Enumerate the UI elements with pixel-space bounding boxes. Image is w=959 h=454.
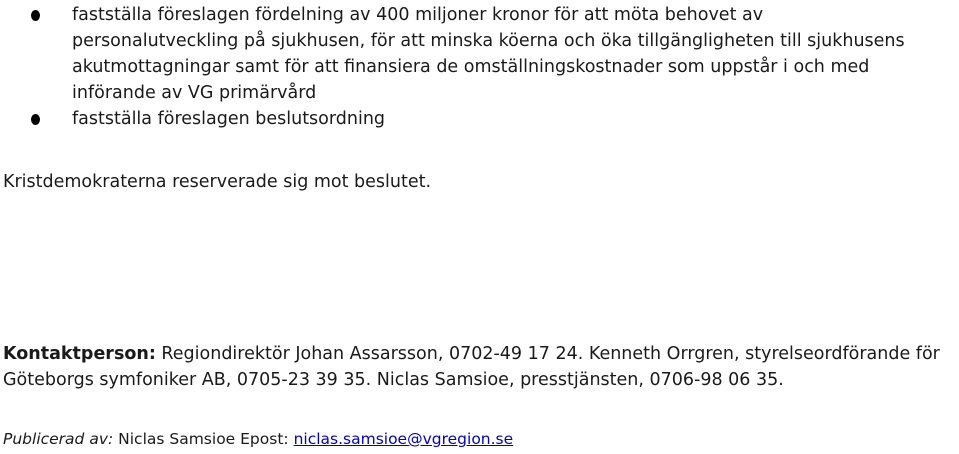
bullet-icon xyxy=(31,10,40,21)
bullet-text: fastställa föreslagen beslutsordning xyxy=(72,109,386,129)
bullet-list xyxy=(0,2,959,132)
bullet-item xyxy=(0,2,922,106)
published-text: Niclas Samsioe Epost: xyxy=(113,430,294,448)
bullet-icon xyxy=(31,114,40,125)
contact-info xyxy=(3,341,958,393)
email-link[interactable]: niclas.samsioe@vgregion.se xyxy=(293,430,514,448)
published-by xyxy=(3,429,513,449)
contact-label: Kontaktperson: xyxy=(3,344,156,364)
published-label: Publicerad av: xyxy=(3,430,114,448)
bullet-text: fastställa föreslagen fördelning av 400 miljoner kronor för att möta behovet av personalutveckling på sjukhusen, för att minska köerna och öka tillgängligheten till sjukhusens akutmottagningar samt för att finansiera de omställningskostnader som uppstår i och med införande av VG primärvård xyxy=(72,5,905,103)
reservation-statement: Kristdemokraterna reserverade sig mot beslutet. xyxy=(3,172,432,192)
contact-text: Regiondirektör Johan Assarsson, 0702-49 17 24. Kenneth Orrgren, styrelseordförande för Göteborgs symfoniker AB, 0705-23 39 35. Niclas Samsioe, presstjänsten, 0706-98 06 35. xyxy=(3,344,940,390)
bullet-item xyxy=(0,106,922,132)
